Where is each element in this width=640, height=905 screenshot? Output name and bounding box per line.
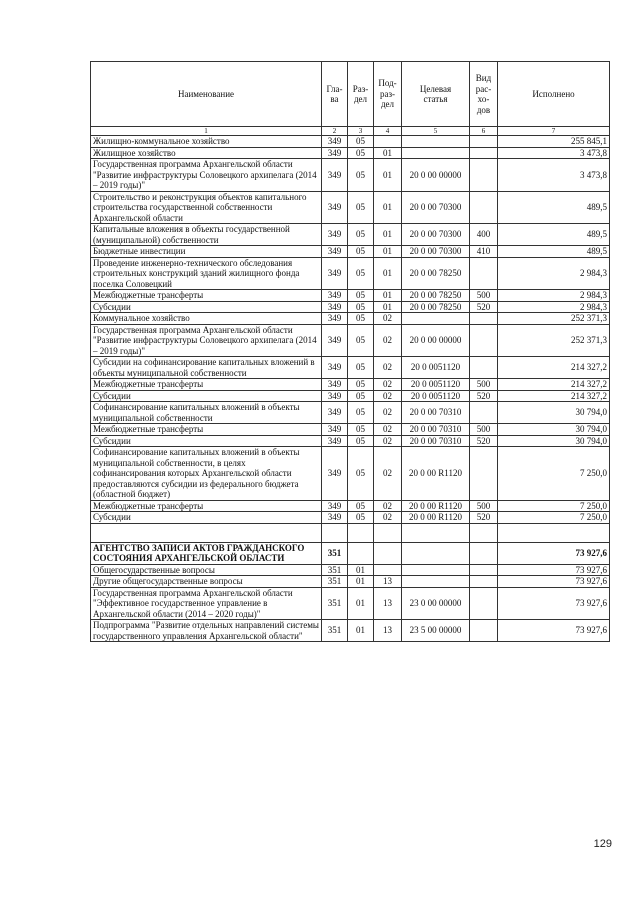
row-executed: 2 984,3 bbox=[498, 290, 610, 302]
row-expense-type: 500 bbox=[470, 379, 498, 391]
row-executed: 255 845,1 bbox=[498, 136, 610, 148]
page-number: 129 bbox=[593, 838, 612, 850]
row-executed: 489,5 bbox=[498, 246, 610, 258]
row-subsection bbox=[374, 523, 402, 542]
row-section: 01 bbox=[348, 564, 374, 576]
table-row bbox=[91, 191, 610, 224]
row-expense-type bbox=[470, 357, 498, 379]
row-section: 05 bbox=[348, 357, 374, 379]
row-executed: 252 371,3 bbox=[498, 324, 610, 357]
row-chapter: 351 bbox=[322, 620, 348, 642]
row-expense-type: 520 bbox=[470, 435, 498, 447]
row-chapter: 351 bbox=[322, 576, 348, 588]
row-expense-type bbox=[470, 564, 498, 576]
row-section: 01 bbox=[348, 587, 374, 620]
row-target-article: 20 0 00 00000 bbox=[402, 324, 470, 357]
table-row bbox=[91, 576, 610, 588]
row-name: Субсидии bbox=[91, 512, 322, 524]
row-executed: 214 327,2 bbox=[498, 379, 610, 391]
row-executed: 489,5 bbox=[498, 191, 610, 224]
row-expense-type bbox=[470, 147, 498, 159]
row-target-article: 20 0 00 78250 bbox=[402, 257, 470, 290]
row-chapter: 349 bbox=[322, 424, 348, 436]
row-chapter: 349 bbox=[322, 390, 348, 402]
row-subsection bbox=[374, 564, 402, 576]
row-section bbox=[348, 542, 374, 564]
row-target-article bbox=[402, 147, 470, 159]
row-executed: 73 927,6 bbox=[498, 620, 610, 642]
row-chapter: 349 bbox=[322, 402, 348, 424]
row-name bbox=[91, 523, 322, 542]
row-executed: 7 250,0 bbox=[498, 500, 610, 512]
spacer-row bbox=[91, 523, 610, 542]
header-expense-type: Вид рас- хо- дов bbox=[470, 62, 498, 127]
row-target-article: 20 0 00 R1120 bbox=[402, 500, 470, 512]
row-name: Межбюджетные трансферты bbox=[91, 379, 322, 391]
row-subsection bbox=[374, 136, 402, 148]
row-executed: 30 794,0 bbox=[498, 435, 610, 447]
row-name: Жилищное хозяйство bbox=[91, 147, 322, 159]
row-name: Субсидии bbox=[91, 390, 322, 402]
row-target-article bbox=[402, 136, 470, 148]
row-chapter: 349 bbox=[322, 500, 348, 512]
row-name: Строительство и реконструкция объектов капитального строительства государственной собственности Архангельской области bbox=[91, 191, 322, 224]
row-name: Субсидии bbox=[91, 301, 322, 313]
row-section: 01 bbox=[348, 620, 374, 642]
row-subsection: 02 bbox=[374, 313, 402, 325]
row-name: Капитальные вложения в объекты государственной (муниципальной) собственности bbox=[91, 224, 322, 246]
row-expense-type bbox=[470, 313, 498, 325]
column-number: 4 bbox=[374, 127, 402, 136]
header-name: Наименование bbox=[91, 62, 322, 127]
row-name: Другие общегосударственные вопросы bbox=[91, 576, 322, 588]
row-section: 05 bbox=[348, 390, 374, 402]
row-chapter: 349 bbox=[322, 147, 348, 159]
row-subsection: 01 bbox=[374, 224, 402, 246]
row-section: 05 bbox=[348, 324, 374, 357]
row-name: Коммунальное хозяйство bbox=[91, 313, 322, 325]
row-subsection: 01 bbox=[374, 301, 402, 313]
row-name: Подпрограмма "Развитие отдельных направлений системы государственного управления Архангельской области" bbox=[91, 620, 322, 642]
row-chapter: 349 bbox=[322, 301, 348, 313]
row-executed: 3 473,8 bbox=[498, 159, 610, 192]
row-chapter: 351 bbox=[322, 564, 348, 576]
row-executed: 489,5 bbox=[498, 224, 610, 246]
table-row bbox=[91, 290, 610, 302]
row-target-article: 20 0 00 70300 bbox=[402, 246, 470, 258]
row-chapter: 349 bbox=[322, 290, 348, 302]
header-chapter: Гла- ва bbox=[322, 62, 348, 127]
row-executed: 30 794,0 bbox=[498, 402, 610, 424]
row-section: 05 bbox=[348, 447, 374, 501]
table-row bbox=[91, 500, 610, 512]
row-expense-type bbox=[470, 136, 498, 148]
row-section: 05 bbox=[348, 191, 374, 224]
row-expense-type: 410 bbox=[470, 246, 498, 258]
row-subsection: 01 bbox=[374, 191, 402, 224]
row-expense-type bbox=[470, 587, 498, 620]
row-target-article: 23 5 00 00000 bbox=[402, 620, 470, 642]
row-chapter: 349 bbox=[322, 246, 348, 258]
row-name: Жилищно-коммунальное хозяйство bbox=[91, 136, 322, 148]
row-subsection: 13 bbox=[374, 576, 402, 588]
row-executed: 3 473,8 bbox=[498, 147, 610, 159]
row-target-article bbox=[402, 564, 470, 576]
row-target-article: 20 0 00 78250 bbox=[402, 290, 470, 302]
row-subsection: 02 bbox=[374, 512, 402, 524]
table-row bbox=[91, 402, 610, 424]
row-executed: 73 927,6 bbox=[498, 542, 610, 564]
column-number: 6 bbox=[470, 127, 498, 136]
header-section: Раз- дел bbox=[348, 62, 374, 127]
table-row bbox=[91, 301, 610, 313]
table-row bbox=[91, 324, 610, 357]
row-expense-type: 500 bbox=[470, 290, 498, 302]
row-executed: 73 927,6 bbox=[498, 564, 610, 576]
row-expense-type: 520 bbox=[470, 512, 498, 524]
row-chapter: 349 bbox=[322, 224, 348, 246]
row-section: 05 bbox=[348, 379, 374, 391]
row-target-article bbox=[402, 313, 470, 325]
row-subsection: 01 bbox=[374, 246, 402, 258]
row-section: 05 bbox=[348, 301, 374, 313]
table-row bbox=[91, 357, 610, 379]
header-target-article: Целевая статья bbox=[402, 62, 470, 127]
column-number: 1 bbox=[91, 127, 322, 136]
table-row bbox=[91, 587, 610, 620]
row-chapter: 349 bbox=[322, 159, 348, 192]
row-chapter: 349 bbox=[322, 379, 348, 391]
row-target-article: 20 0 00 00000 bbox=[402, 159, 470, 192]
row-expense-type bbox=[470, 402, 498, 424]
row-target-article: 20 0 00 70310 bbox=[402, 424, 470, 436]
row-subsection: 02 bbox=[374, 390, 402, 402]
row-target-article: 20 0 00 R1120 bbox=[402, 447, 470, 501]
row-target-article: 20 0 00 70300 bbox=[402, 224, 470, 246]
table-row bbox=[91, 424, 610, 436]
row-executed: 2 984,3 bbox=[498, 257, 610, 290]
row-section: 05 bbox=[348, 512, 374, 524]
table-row bbox=[91, 435, 610, 447]
table-header-row bbox=[91, 62, 610, 127]
row-section: 05 bbox=[348, 159, 374, 192]
row-expense-type bbox=[470, 191, 498, 224]
row-name: Софинансирование капитальных вложений в объекты муниципальной собственности bbox=[91, 402, 322, 424]
row-chapter: 349 bbox=[322, 257, 348, 290]
row-section: 05 bbox=[348, 290, 374, 302]
row-chapter: 349 bbox=[322, 357, 348, 379]
row-target-article: 20 0 0051120 bbox=[402, 357, 470, 379]
row-chapter bbox=[322, 523, 348, 542]
row-chapter: 349 bbox=[322, 512, 348, 524]
row-subsection bbox=[374, 542, 402, 564]
row-chapter: 349 bbox=[322, 447, 348, 501]
row-section: 05 bbox=[348, 257, 374, 290]
table-row bbox=[91, 313, 610, 325]
row-name: Общегосударственные вопросы bbox=[91, 564, 322, 576]
row-target-article bbox=[402, 576, 470, 588]
row-executed: 73 927,6 bbox=[498, 587, 610, 620]
row-section: 05 bbox=[348, 147, 374, 159]
table-row bbox=[91, 542, 610, 564]
row-subsection: 02 bbox=[374, 435, 402, 447]
row-name: Субсидии bbox=[91, 435, 322, 447]
row-expense-type bbox=[470, 620, 498, 642]
row-chapter: 349 bbox=[322, 136, 348, 148]
row-target-article: 20 0 00 70310 bbox=[402, 435, 470, 447]
row-subsection: 01 bbox=[374, 257, 402, 290]
row-target-article: 20 0 0051120 bbox=[402, 379, 470, 391]
row-subsection: 02 bbox=[374, 324, 402, 357]
row-target-article: 20 0 00 R1120 bbox=[402, 512, 470, 524]
table-row bbox=[91, 159, 610, 192]
row-target-article bbox=[402, 542, 470, 564]
row-name: Межбюджетные трансферты bbox=[91, 424, 322, 436]
table-row bbox=[91, 257, 610, 290]
row-executed: 214 327,2 bbox=[498, 390, 610, 402]
row-section: 05 bbox=[348, 224, 374, 246]
row-chapter: 351 bbox=[322, 587, 348, 620]
column-number-row bbox=[91, 127, 610, 136]
row-name: Межбюджетные трансферты bbox=[91, 290, 322, 302]
row-subsection: 02 bbox=[374, 379, 402, 391]
row-expense-type: 400 bbox=[470, 224, 498, 246]
row-subsection: 13 bbox=[374, 587, 402, 620]
row-section: 05 bbox=[348, 435, 374, 447]
row-name: Межбюджетные трансферты bbox=[91, 500, 322, 512]
row-subsection: 02 bbox=[374, 357, 402, 379]
header-executed: Исполнено bbox=[498, 62, 610, 127]
row-expense-type bbox=[470, 257, 498, 290]
row-name: Софинансирование капитальных вложений в объекты муниципальной собственности, в целях софинансирования которых Архангельской области предоставляются субсидии из федерального бюджета (областной бюджет) bbox=[91, 447, 322, 501]
row-chapter: 349 bbox=[322, 435, 348, 447]
row-target-article: 20 0 00 78250 bbox=[402, 301, 470, 313]
table-row bbox=[91, 564, 610, 576]
table-row bbox=[91, 379, 610, 391]
table-row bbox=[91, 447, 610, 501]
row-expense-type bbox=[470, 576, 498, 588]
row-target-article: 23 0 00 00000 bbox=[402, 587, 470, 620]
row-subsection: 01 bbox=[374, 147, 402, 159]
row-target-article: 20 0 0051120 bbox=[402, 390, 470, 402]
row-executed: 214 327,2 bbox=[498, 357, 610, 379]
table-row bbox=[91, 512, 610, 524]
row-chapter: 349 bbox=[322, 324, 348, 357]
row-subsection: 13 bbox=[374, 620, 402, 642]
row-section: 01 bbox=[348, 576, 374, 588]
row-target-article: 20 0 00 70310 bbox=[402, 402, 470, 424]
row-expense-type: 520 bbox=[470, 390, 498, 402]
column-number: 2 bbox=[322, 127, 348, 136]
row-section: 05 bbox=[348, 402, 374, 424]
row-expense-type: 520 bbox=[470, 301, 498, 313]
table-row bbox=[91, 620, 610, 642]
row-expense-type: 500 bbox=[470, 500, 498, 512]
row-section bbox=[348, 523, 374, 542]
row-chapter: 349 bbox=[322, 313, 348, 325]
row-name: Проведение инженерно-технического обследования строительных конструкций зданий жилищного фонда поселка Соловецкий bbox=[91, 257, 322, 290]
row-expense-type bbox=[470, 523, 498, 542]
row-subsection: 02 bbox=[374, 447, 402, 501]
column-number: 7 bbox=[498, 127, 610, 136]
row-target-article: 20 0 00 70300 bbox=[402, 191, 470, 224]
column-number: 5 bbox=[402, 127, 470, 136]
header-subsection: Под- раз- дел bbox=[374, 62, 402, 127]
row-subsection: 02 bbox=[374, 402, 402, 424]
row-section: 05 bbox=[348, 500, 374, 512]
row-expense-type bbox=[470, 159, 498, 192]
row-subsection: 01 bbox=[374, 290, 402, 302]
column-number: 3 bbox=[348, 127, 374, 136]
row-executed: 7 250,0 bbox=[498, 512, 610, 524]
row-expense-type bbox=[470, 324, 498, 357]
row-name: Государственная программа Архангельской области "Развитие инфраструктуры Соловецкого архипелага (2014 – 2019 годы)" bbox=[91, 159, 322, 192]
table-row bbox=[91, 246, 610, 258]
row-name: Государственная программа Архангельской области "Развитие инфраструктуры Соловецкого архипелага (2014 – 2019 годы)" bbox=[91, 324, 322, 357]
budget-table bbox=[90, 61, 610, 642]
row-subsection: 01 bbox=[374, 159, 402, 192]
row-subsection: 02 bbox=[374, 424, 402, 436]
row-executed: 30 794,0 bbox=[498, 424, 610, 436]
row-name: Субсидии на софинансирование капитальных вложений в объекты муниципальной собственности bbox=[91, 357, 322, 379]
row-subsection: 02 bbox=[374, 500, 402, 512]
table-row bbox=[91, 136, 610, 148]
table-row bbox=[91, 224, 610, 246]
table-row bbox=[91, 147, 610, 159]
row-name: Бюджетные инвестиции bbox=[91, 246, 322, 258]
row-section: 05 bbox=[348, 136, 374, 148]
table-row bbox=[91, 390, 610, 402]
row-section: 05 bbox=[348, 424, 374, 436]
row-executed: 7 250,0 bbox=[498, 447, 610, 501]
row-executed: 73 927,6 bbox=[498, 576, 610, 588]
row-expense-type: 500 bbox=[470, 424, 498, 436]
row-chapter: 351 bbox=[322, 542, 348, 564]
row-chapter: 349 bbox=[322, 191, 348, 224]
row-target-article bbox=[402, 523, 470, 542]
row-expense-type bbox=[470, 447, 498, 501]
row-executed: 2 984,3 bbox=[498, 301, 610, 313]
row-section: 05 bbox=[348, 246, 374, 258]
row-section: 05 bbox=[348, 313, 374, 325]
row-executed: 252 371,3 bbox=[498, 313, 610, 325]
row-name: Государственная программа Архангельской области "Эффективное государственное управление в Архангельской области (2014 – 2020 годы)" bbox=[91, 587, 322, 620]
row-expense-type bbox=[470, 542, 498, 564]
row-name: АГЕНТСТВО ЗАПИСИ АКТОВ ГРАЖДАНСКОГО СОСТОЯНИЯ АРХАНГЕЛЬСКОЙ ОБЛАСТИ bbox=[91, 542, 322, 564]
row-executed bbox=[498, 523, 610, 542]
